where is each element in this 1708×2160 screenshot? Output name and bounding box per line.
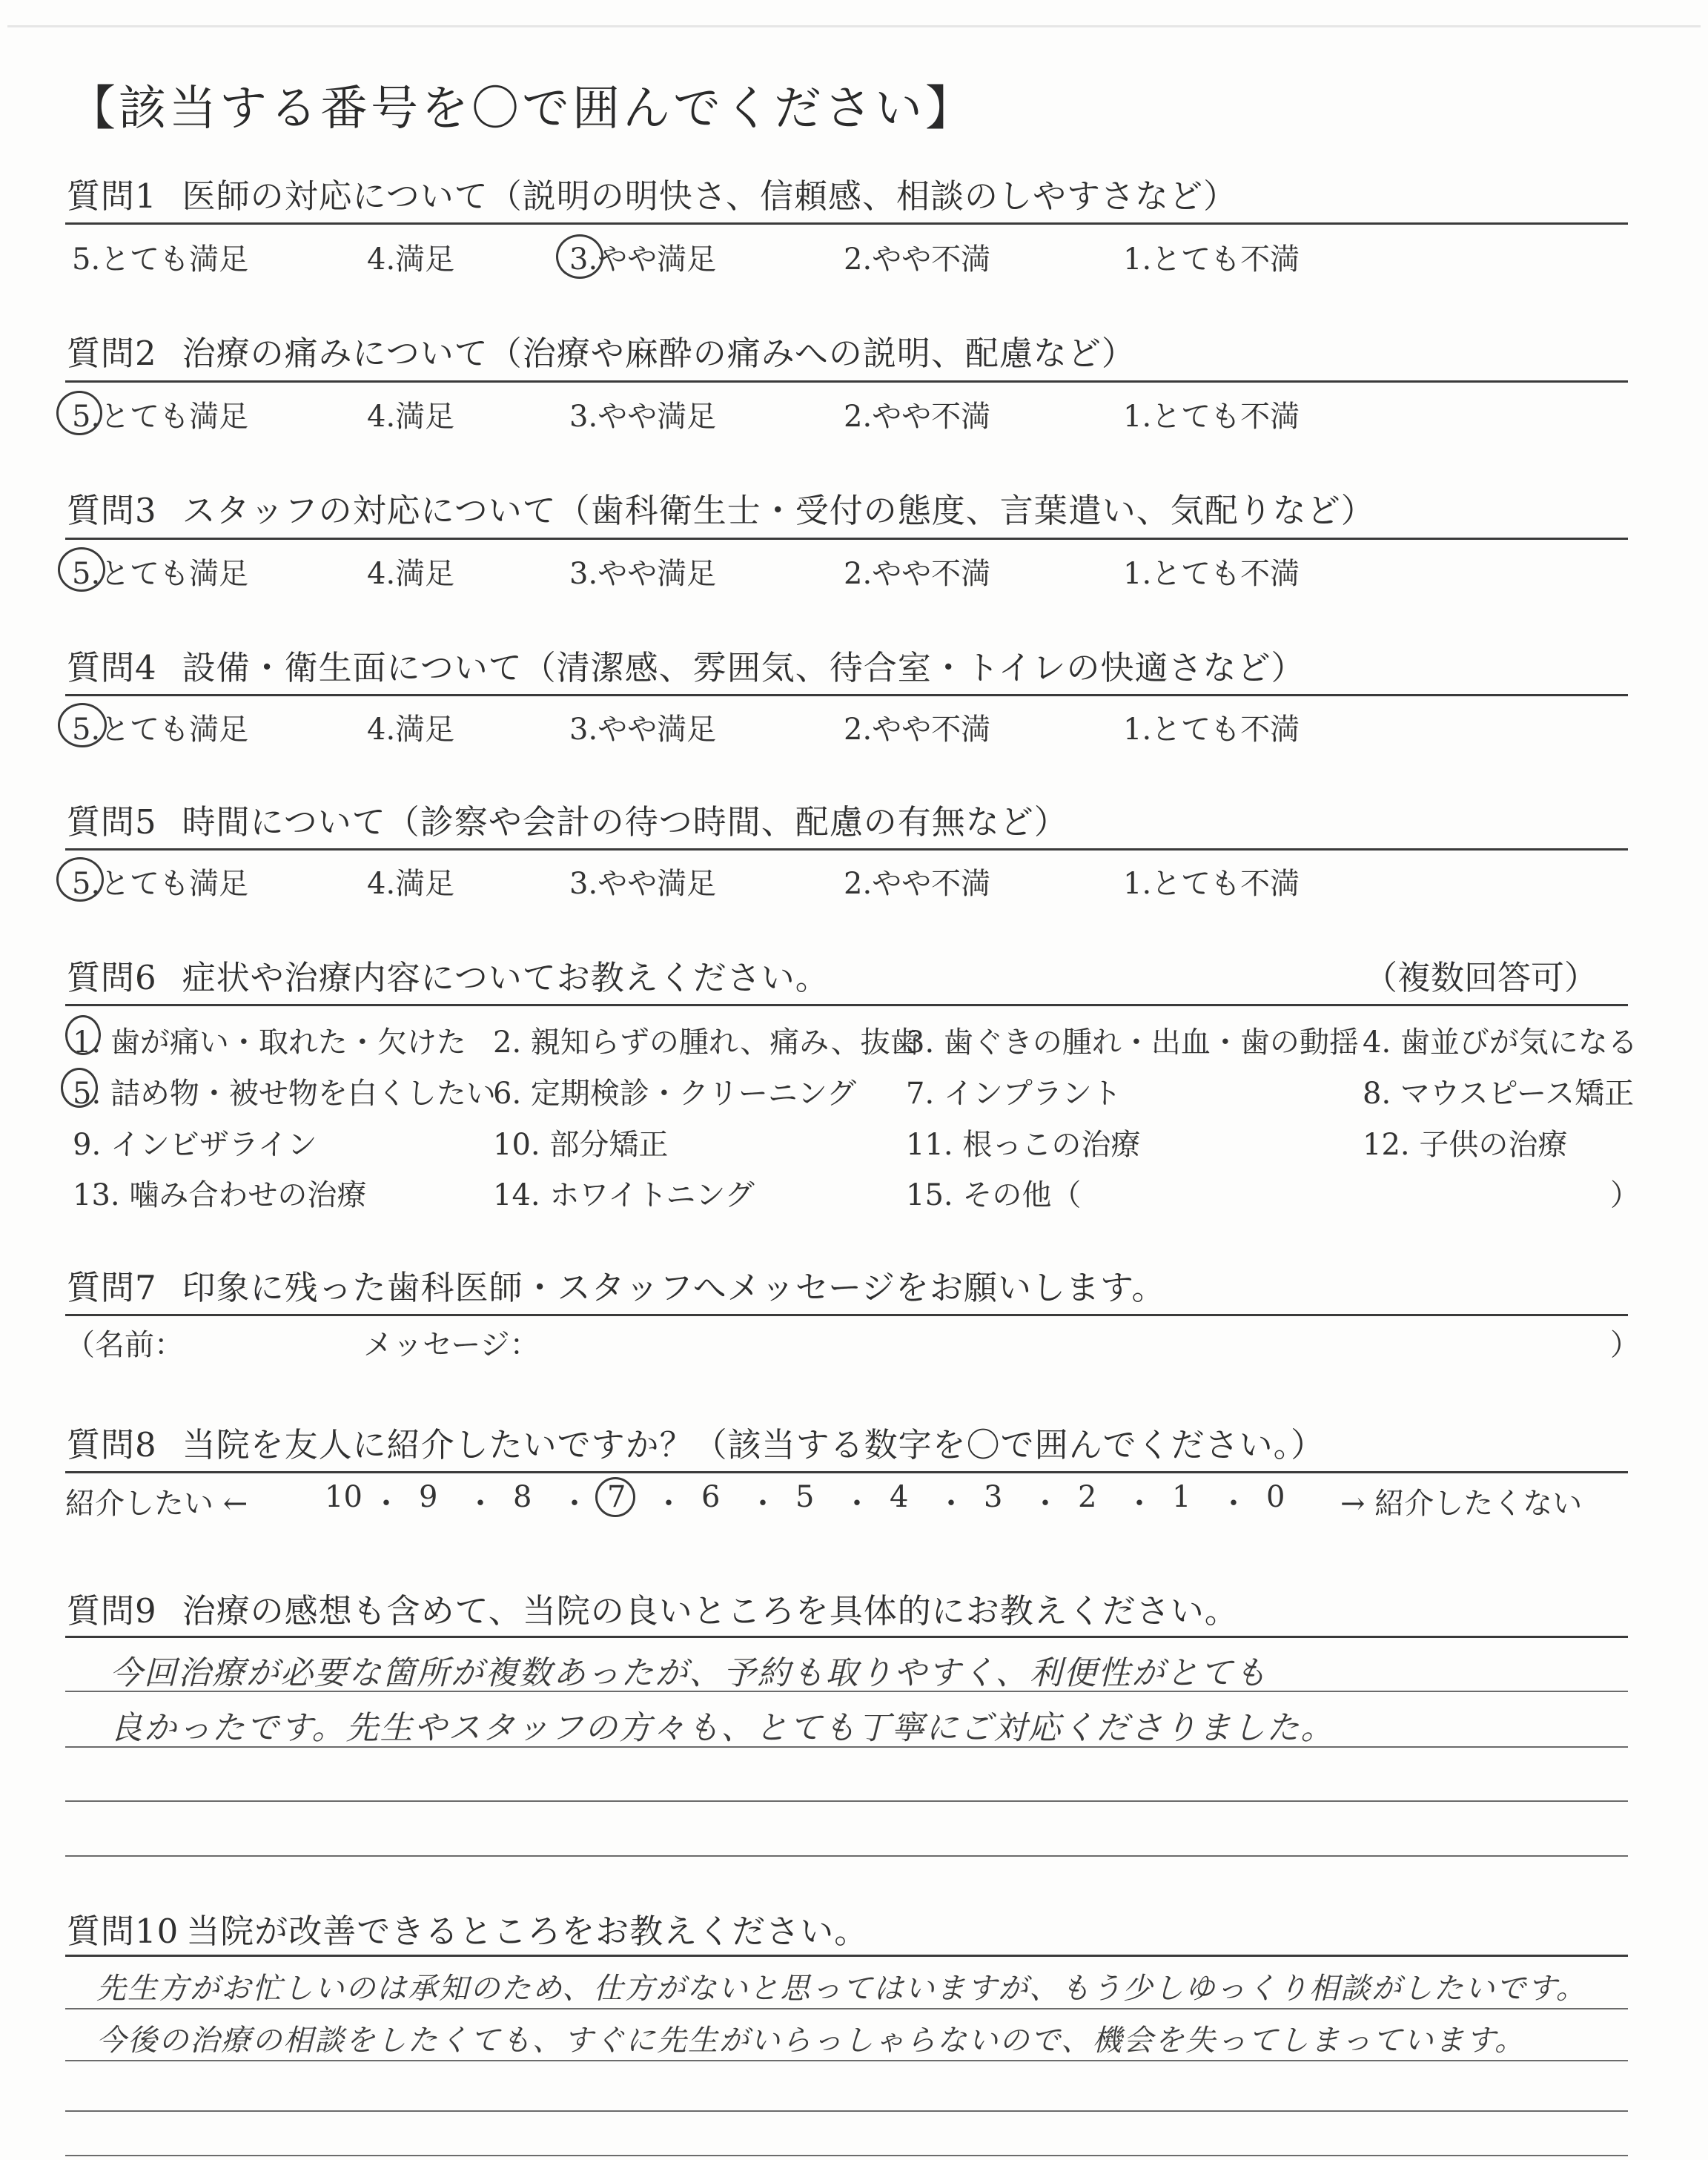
question-1-rule — [65, 222, 1628, 225]
q8-scale-separator: ・ — [842, 1487, 872, 1521]
question-1-text: 医師の対応について（説明の明快さ、信頼感、相談のしやすさなど） — [182, 176, 1237, 216]
q8-scale-separator: ・ — [1030, 1487, 1060, 1521]
q8-scale-separator: ・ — [1125, 1487, 1154, 1521]
q10-handwritten-line-1: 先生方がお忙しいのは承知のため、仕方がないと思ってはいますが、もう少しゆっくり相談がしたいです。 — [96, 1972, 1587, 2006]
q8-scale-value-6[interactable]: 6 — [701, 1480, 721, 1514]
q6-option-9[interactable]: 9. インビザライン — [73, 1128, 317, 1162]
q6-option-1[interactable]: 1. 歯が痛い・取れた・欠けた — [73, 1025, 466, 1060]
question-5-rule — [65, 848, 1628, 851]
q6-option-14[interactable]: 14. ホワイトニング — [493, 1178, 755, 1212]
q9-handwritten-line-2: 良かったです。先生やスタッフの方々も、とても丁寧にご対応くださりました。 — [110, 1709, 1335, 1747]
q6-option-5[interactable]: 5. 詰め物・被せ物を白くしたい — [73, 1077, 496, 1111]
question-3-title: 質問3 スタッフの対応について（歯科衛生士・受付の態度、言葉遣い、気配りなど） — [67, 491, 1375, 530]
q2-option-4[interactable]: 4.満足 — [367, 400, 455, 434]
question-8-title: 質問8 当院を友人に紹介したいですか？（該当する数字を〇で囲んでください。） — [67, 1425, 1325, 1464]
q8-scale-value-3[interactable]: 3 — [984, 1480, 1003, 1514]
q8-scale-value-7[interactable]: 7 — [607, 1480, 626, 1514]
q1-option-3[interactable]: 3.やや満足 — [569, 242, 717, 277]
q8-scale-value-5[interactable]: 5 — [795, 1480, 815, 1514]
q6-option-4[interactable]: 4. 歯並びが気になる — [1363, 1025, 1638, 1060]
q6-option-12[interactable]: 12. 子供の治療 — [1363, 1128, 1568, 1162]
q6-option-15[interactable]: 15. その他（ — [906, 1178, 1082, 1212]
q8-left-label: 紹介したい ← — [65, 1487, 248, 1521]
q2-option-5[interactable]: 5.とても満足 — [72, 400, 249, 434]
q5-option-4[interactable]: 4.満足 — [367, 867, 455, 901]
q7-message-label: メッセージ： — [363, 1328, 540, 1362]
q8-scale-value-0[interactable]: 0 — [1266, 1480, 1285, 1514]
question-10-title: 質問10 当院が改善できるところをお教えください。 — [67, 1912, 869, 1951]
q7-name-label: （名前： — [65, 1328, 184, 1362]
question-5-title: 質問5 時間について（診察や会計の待つ時間、配慮の有無など） — [67, 802, 1068, 842]
q4-option-1[interactable]: 1.とても不満 — [1123, 713, 1300, 747]
q2-option-2[interactable]: 2.やや不満 — [844, 400, 991, 434]
q8-scale-value-10[interactable]: 10 — [325, 1480, 363, 1514]
question-9-title: 質問9 治療の感想も含めて、当院の良いところを具体的にお教えください。 — [67, 1591, 1239, 1631]
q5-option-2[interactable]: 2.やや不満 — [844, 867, 991, 901]
page-heading: 【該当する番号を〇で囲んでください】 — [68, 82, 976, 136]
q4-option-2[interactable]: 2.やや不満 — [844, 713, 991, 747]
q6-option-7[interactable]: 7. インプラント — [906, 1077, 1122, 1111]
q6-option-2[interactable]: 2. 親知らずの腫れ、痛み、抜歯 — [493, 1025, 920, 1060]
question-6-note: （複数回答可） — [1364, 958, 1598, 997]
question-2-rule — [65, 380, 1628, 383]
q8-scale-value-2[interactable]: 2 — [1078, 1480, 1097, 1514]
q10-answer-line-1 — [65, 2008, 1628, 2009]
q9-answer-line-3 — [65, 1800, 1628, 1802]
q1-selected-circle — [556, 234, 603, 279]
q10-handwritten-line-2: 今後の治療の相談をしたくても、すぐに先生がいらっしゃらないので、機会を失ってしまっています。 — [96, 2024, 1526, 2058]
q1-option-2[interactable]: 2.やや不満 — [844, 242, 991, 277]
q8-scale-separator: ・ — [560, 1487, 589, 1521]
q6-option-11[interactable]: 11. 根っこの治療 — [906, 1128, 1141, 1162]
q3-selected-circle — [58, 547, 105, 592]
q3-option-4[interactable]: 4.満足 — [367, 557, 455, 591]
q5-selected-circle — [56, 857, 104, 902]
question-4-title: 質問4 設備・衛生面について（清潔感、雰囲気、待合室・トイレの快適さなど） — [67, 648, 1305, 687]
q6-option-3[interactable]: 3. 歯ぐきの腫れ・出血・歯の動揺 — [906, 1025, 1359, 1060]
q10-answer-line-4 — [65, 2155, 1628, 2156]
q6-option-10[interactable]: 10. 部分矯正 — [493, 1128, 669, 1162]
question-7-title: 質問7 印象に残った歯科医師・スタッフへメッセージをお願いします。 — [67, 1268, 1166, 1307]
q1-option-1[interactable]: 1.とても不満 — [1123, 242, 1300, 277]
q5-option-3[interactable]: 3.やや満足 — [569, 867, 717, 901]
q10-answer-line-3 — [65, 2110, 1628, 2112]
q4-option-3[interactable]: 3.やや満足 — [569, 713, 717, 747]
q9-handwritten-line-1: 今回治療が必要な箇所が複数あったが、予約も取りやすく、利便性がとても — [110, 1654, 1268, 1692]
q6-option-6[interactable]: 6. 定期検診・クリーニング — [493, 1077, 857, 1111]
q8-scale-separator: ・ — [371, 1487, 401, 1521]
q8-scale-value-1[interactable]: 1 — [1172, 1480, 1191, 1514]
q10-answer-line-2 — [65, 2060, 1628, 2061]
question-3-rule — [65, 538, 1628, 540]
question-2-title: 質問2 治療の痛みについて（治療や麻酔の痛みへの説明、配慮など） — [67, 334, 1136, 373]
q2-selected-circle — [56, 391, 102, 435]
q6-selected-circle-1 — [65, 1015, 101, 1055]
q4-option-5[interactable]: 5.とても満足 — [72, 713, 249, 747]
question-6-rule — [65, 1004, 1628, 1006]
question-8-rule — [65, 1471, 1628, 1473]
question-10-rule — [65, 1955, 1628, 1957]
q8-right-label: → 紹介したくない — [1340, 1487, 1583, 1521]
question-9-rule — [65, 1636, 1628, 1638]
q8-scale-separator: ・ — [466, 1487, 495, 1521]
q3-option-1[interactable]: 1.とても不満 — [1123, 557, 1300, 591]
q9-answer-line-4 — [65, 1855, 1628, 1857]
q8-scale-value-8[interactable]: 8 — [513, 1480, 532, 1514]
top-divider — [7, 25, 1701, 27]
q6-other-close-paren: ） — [1610, 1178, 1640, 1212]
q8-scale-separator: ・ — [1219, 1487, 1248, 1521]
q6-selected-circle-5 — [61, 1068, 98, 1108]
q8-scale-value-9[interactable]: 9 — [419, 1480, 438, 1514]
q8-scale-value-4[interactable]: 4 — [890, 1480, 909, 1514]
q3-option-2[interactable]: 2.やや不満 — [844, 557, 991, 591]
q2-option-3[interactable]: 3.やや満足 — [569, 400, 717, 434]
question-1-number: 質問1 — [67, 176, 157, 216]
q8-scale-separator: ・ — [748, 1487, 778, 1521]
q8-scale-separator: ・ — [654, 1487, 683, 1521]
question-1-title — [67, 169, 1237, 217]
q4-selected-circle — [58, 703, 107, 747]
q4-option-4[interactable]: 4.満足 — [367, 713, 455, 747]
q3-option-3[interactable]: 3.やや満足 — [569, 557, 717, 591]
q8-selected-circle — [595, 1477, 635, 1517]
question-7-rule — [65, 1314, 1628, 1316]
q8-scale-separator: ・ — [936, 1487, 966, 1521]
q2-option-1[interactable]: 1.とても不満 — [1123, 400, 1300, 434]
question-6-title: 質問6 症状や治療内容についてお教えください。 — [67, 958, 830, 997]
q1-option-5[interactable]: 5.とても満足 — [72, 242, 249, 277]
q7-close-paren: ） — [1610, 1328, 1640, 1362]
q6-option-8[interactable]: 8. マウスピース矯正 — [1363, 1077, 1635, 1111]
q5-option-5[interactable]: 5.とても満足 — [72, 867, 249, 901]
q6-option-13[interactable]: 13. 噛み合わせの治療 — [73, 1178, 367, 1212]
q3-option-5[interactable]: 5.とても満足 — [72, 557, 249, 591]
q1-option-4[interactable]: 4.満足 — [367, 242, 455, 277]
q5-option-1[interactable]: 1.とても不満 — [1123, 867, 1300, 901]
question-4-rule — [65, 694, 1628, 696]
